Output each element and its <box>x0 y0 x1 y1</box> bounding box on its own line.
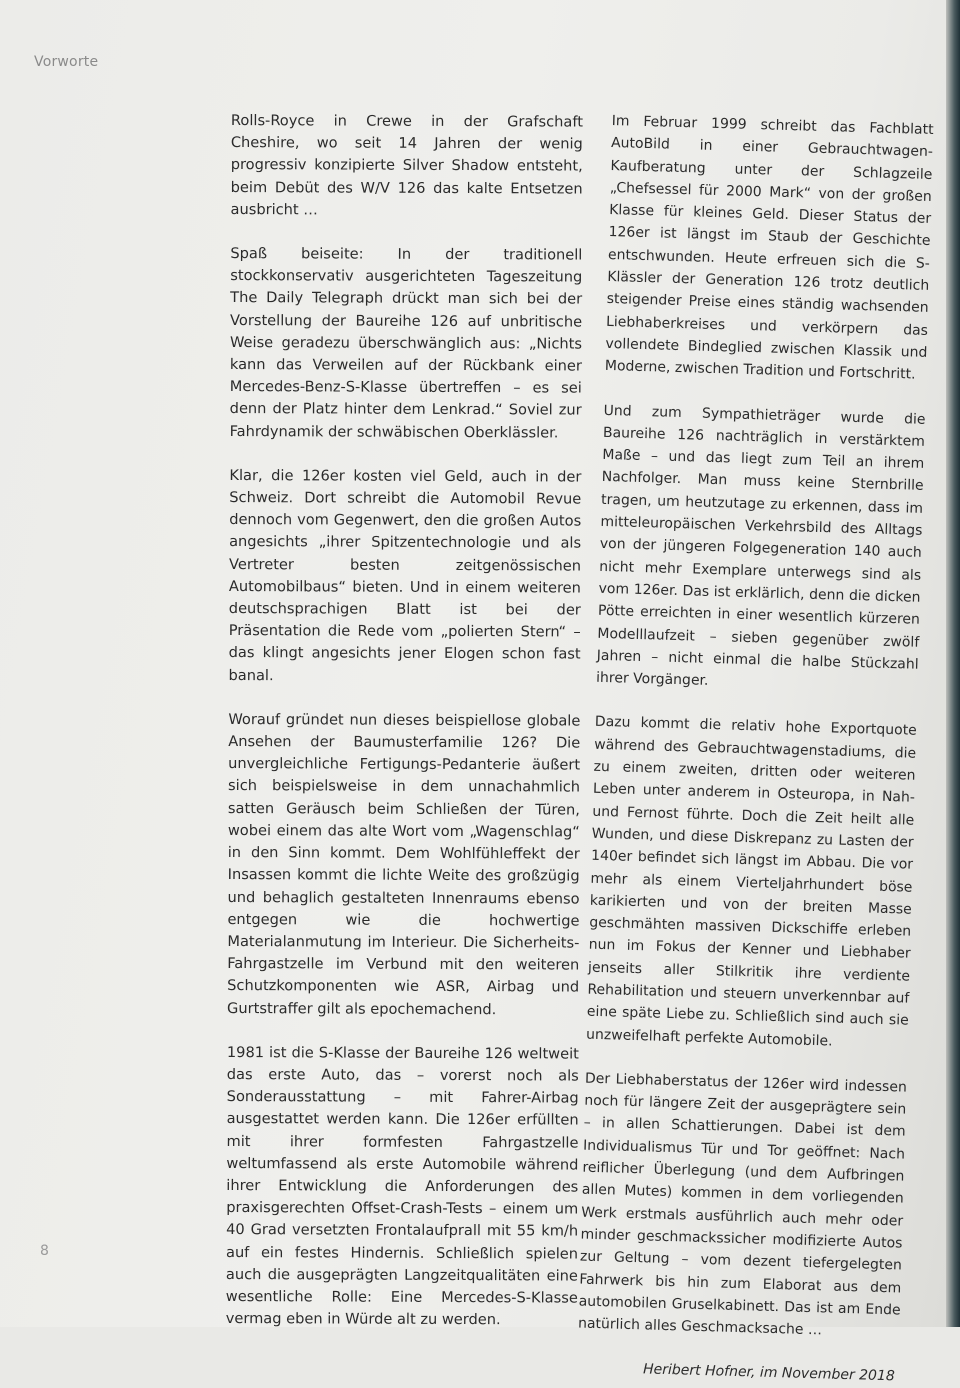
paragraph: Der Liebhaberstatus der 126er wird indessen noch für längere Zeit der ausgeprägtere sein – in allen Schattierungen. Dabei ist dem Individualismus Tür und Tor geöffnet: Nach reiflicher Überlegung (und dem Aufbringen allen Mutes) kommen in dem vorliegenden Werk erstmals ausführlich auch mehr oder minder geschmackssicher modifizierte Autos zur Geltung – vom dezent tiefergelegten Fahrwerk bis hin zum Elaborat aus dem automobilen Gruselkabinett. Das ist am Ende natürlich alles Geschmacksache … <box>577 1070 908 1339</box>
paragraph: Worauf gründet nun dieses beispiellose globale Ansehen der Baumusterfamilie 126? Die unvergleichliche Fertigungs-Pedanterie äußert sich beispielsweise in dem unnachahmlich satten Geräusch beim Schließen der Türen, wobei einem das alte Wort vom „Wagenschlag“ in den Sinn kommt. Dem Wohlfühleffekt der Insassen kommt die lichte Weite des großzügig und behaglich gestalteten Innenraums ebenso entgegen wie die hochwertige Materialanmutung im Interieur. Die Sicherheits-Fahrgastzelle im Verbund mit den weiteren Schutzkomponenten wie ASR, Airbag und Gurtstraffer gilt als epochemachend. <box>227 710 581 1018</box>
page-number: 8 <box>40 1243 49 1259</box>
paragraph: Dazu kommt die relativ hohe Exportquote während des Gebrauchtwagenstadiums, die zu einem zweiten, dritten oder weiteren Leben unter anderem in Osteuropa, in Nah- und Fernost führte. Doch die Zeit heilt alle Wunden, und diese Diskrepanz zu Lasten der 140er befindet sich längst im Abbau. Die vor mehr als einem Vierteljahrhundert böse karikierten und von der breiten Masse geschmähten massiven Dickschiffe erleben nun im Fokus der Kenner und Liebhaber jenseits aller Stilkritik ihre verdiente Rehabilitation und steuern unverkennbar auf eine späte Liebe zu. Schließlich sind auch sie unzweifelhaft perfekte Automobile. <box>585 714 917 1050</box>
paragraph: Und zum Sympathieträger wurde die Baureihe 126 nachträglich in verstärktem Maße – und das liegt zum Teil an ihrem Nachfolger. Man muss keine Sternbrille tragen, um heutzutage zu erkennen, dass im mitteleuropäischen Verkehrsbild des Alltags von der jüngeren Folgegeneration 140 auch nicht mehr Exemplare unterwegs sind als vom 126er. Das ist erklärlich, denn die dicken Pötte erreichten in einer wesentlich kürzeren Modelllaufzeit – sieben gegenüber zwölf Jahren – nicht einmal die halbe Stückzahl ihrer Vorgänger. <box>595 402 926 690</box>
paragraph: Rolls-Royce in Crewe in der Grafschaft Cheshire, wo seit 14 Jahren der wenig progressiv konzipierte Silver Shadow entsteht, beim Debüt des W/V 126 das kalte Entsetzen ausbricht … <box>230 111 583 219</box>
book-cover-edge <box>946 0 960 1327</box>
paragraph: Im Februar 1999 schreibt das Fachblatt AutoBild in einer Gebrauchtwagen-Kaufberatung unter der Schlagzeile „Chefsessel für 2000 Mark“ von der großen Klasse für kleines Geld. Dieser Status der 126er ist längst im Staub der Geschichte entschwunden. Heute erfreuen sich die S-Klässler der Generation 126 trotz deutlich steigender Preise eines ständig wachsenden Liebhaberkreises und verkörpern das vollendete Bindeglied zwischen Klassik und Moderne, zwischen Tradition und Fortschritt. <box>604 112 934 383</box>
paragraph: Klar, die 126er kosten viel Geld, auch in der Schweiz. Dort schreibt die Automobil Revue dennoch vom Gegenwert, den die großen Autos angesichts „ihrer Spitzentechnologie und als Vertreter besten zeitgenössischen Automobilbaus“ bieten. Und in einem weiteren deutschsprachigen Blatt ist bei der Präsentation die Rede vom „polierten Stern“ – das klingt angesichts jener Elogen schon fast banal. <box>228 466 582 684</box>
paragraph: Spaß beiseite: In der traditionell stockkonservativ ausgerichteten Tageszeitung The Daily Telegraph drückt man sich bei der Vorstellung der Baureihe 126 auf unbritische Weise geradezu überschwänglich aus: „Nichts kann das Verweilen auf der Rückbank einer Mercedes-Benz-S-Klasse übertreffen – es sei denn der Platz hinter dem Lenkrad.“ Soviel zur Fahrdynamik der schwäbischen Oberklässler. <box>229 245 583 442</box>
author-signature: Heribert Hofner, im November 2018 <box>642 1361 895 1385</box>
left-text-column <box>226 110 583 1332</box>
right-text-column <box>577 110 934 1388</box>
paragraph: 1981 ist die S-Klasse der Baureihe 126 weltweit das erste Auto, das – vorerst noch als Sonderausstattung – mit Fahrer-Airbag ausgestattet werden kann. Die 126er erfüllten mit ihrer formfesten Fahrgastzelle weltumfassend als erste Automobile während ihrer Entwicklung die Anforderungen des praxisgerechten Offset-Crash-Tests – einem um 40 Grad versetzten Frontalaufprall mit 55 km/h auf ein festes Hindernis. Schließlich spielen auch die ausgeprägten Langzeitqualitäten eine wesentliche Rolle: Eine Mercedes-S-Klasse vermag eben in Würde alt zu werden. <box>225 1043 579 1329</box>
section-header: Vorworte <box>34 54 99 70</box>
